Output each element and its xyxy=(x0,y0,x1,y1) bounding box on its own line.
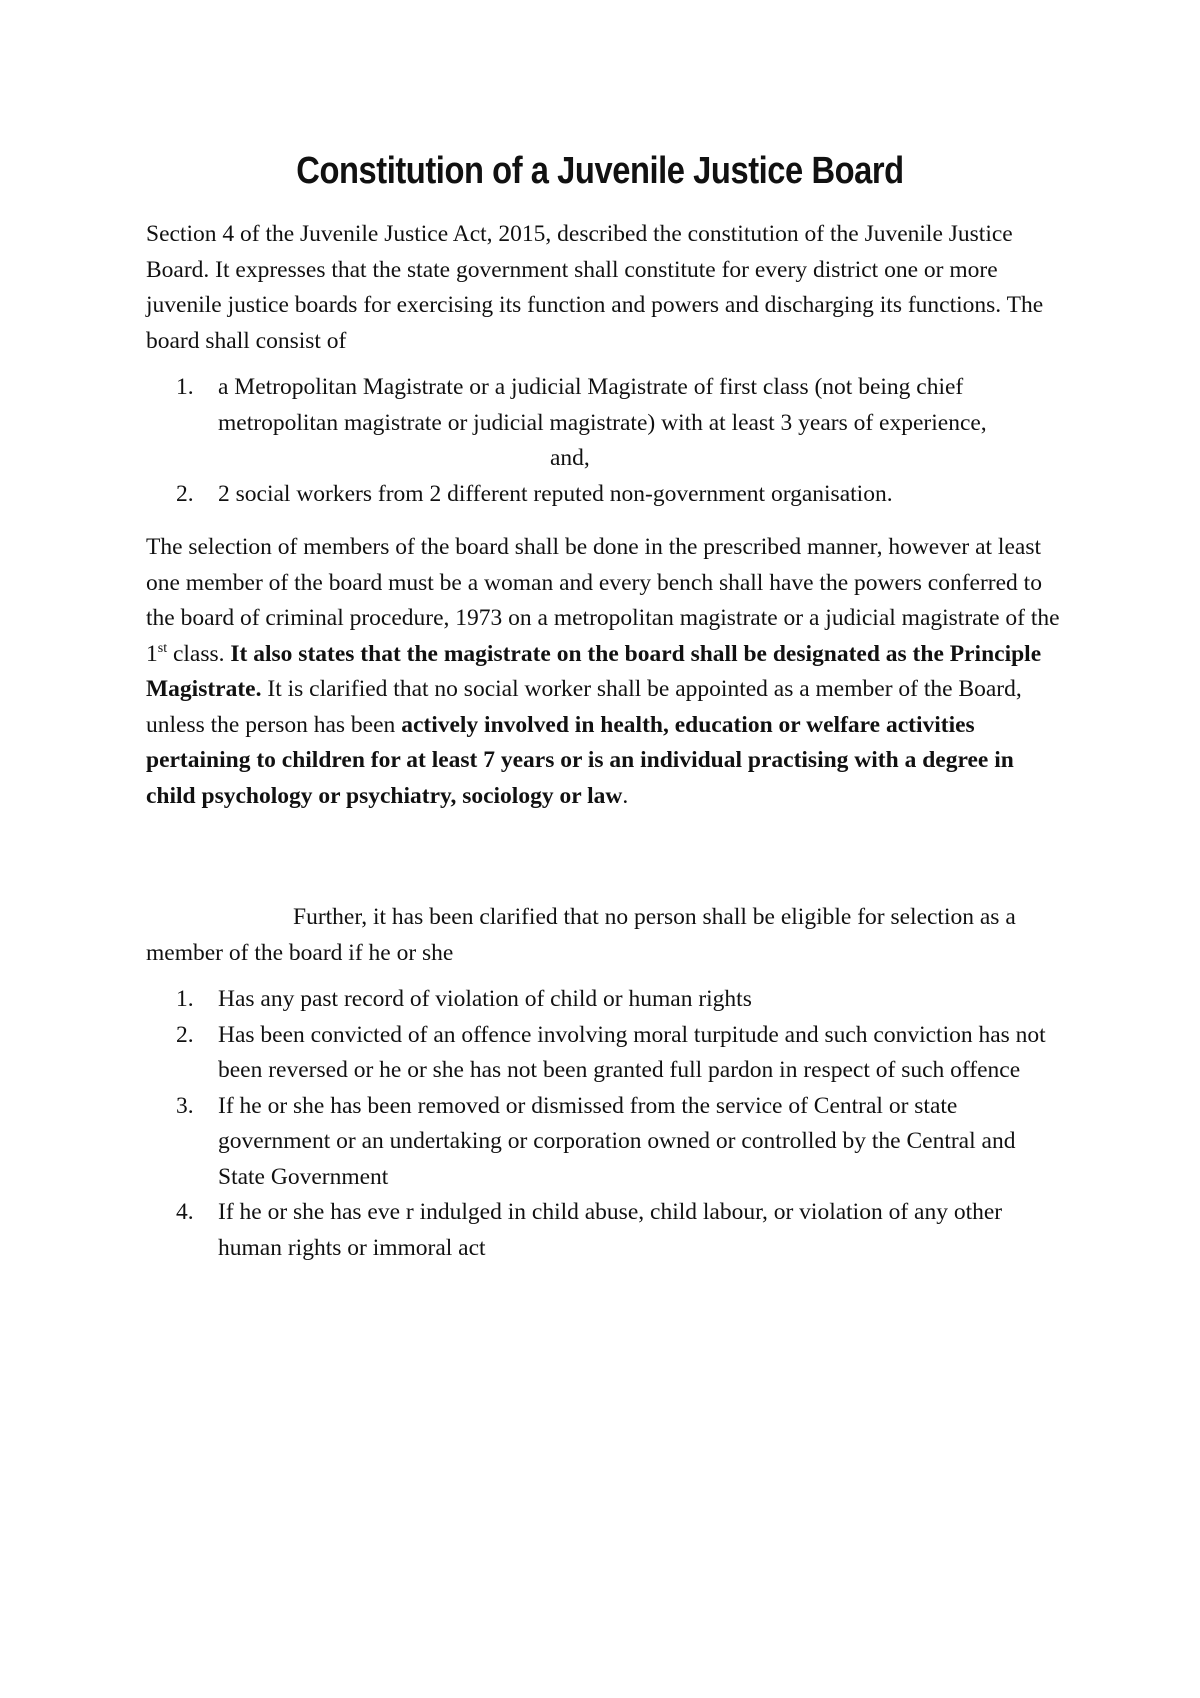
selection-paragraph xyxy=(146,530,1066,814)
intro-paragraph: Section 4 of the Juvenile Justice Act, 2015, described the constitution of the Juvenile Justice Board. It expresses that the state government shall constitute for every district one or more juvenile justice boards for exercising its function and powers and discharging its functions. The board shall consist of xyxy=(146,221,1044,354)
board-composition-list xyxy=(146,370,1066,512)
list-item-number: 1. xyxy=(176,374,194,400)
list-item xyxy=(146,370,1066,477)
list-item xyxy=(146,1195,1066,1266)
list-item-number: 4. xyxy=(176,1199,194,1225)
list-item-text: If he or she has been removed or dismissed from the service of Central or state government or an undertaking or corporation owned or controlled by the Central and State Government xyxy=(218,1092,1016,1190)
selection-text-3: It is clarified that no social worker shall be appointed as a member of the Board, unless the person has been xyxy=(146,676,1022,738)
social-worker-criteria-bold: actively involved in health, education or welfare activities pertaining to children for at least 7 years or is an individual practising with a degree in child psychology or psychiatry, sociology or law xyxy=(146,711,1014,809)
selection-text-1: The selection of members of the board shall be done in the prescribed manner, however at least one member of the board must be a woman and every bench shall have the powers conferred to the board of criminal procedure, 1973 on a metropolitan magistrate or a judicial magistrate of the 1 xyxy=(146,534,1060,667)
list-item xyxy=(146,982,1066,1018)
eligibility-text: Further, it has been clarified that no person shall be eligible for selection as a member of the board if he or she xyxy=(146,904,1016,966)
disqualification-list xyxy=(146,982,1066,1266)
list-item-text: 2 social workers from 2 different reputed non-government organisation. xyxy=(218,480,893,507)
selection-text-2: class. xyxy=(167,640,231,667)
ordinal-superscript: st xyxy=(157,640,168,656)
document-title: Constitution of a Juvenile Justice Board xyxy=(296,150,904,192)
list-item-number: 1. xyxy=(176,986,194,1012)
list-item-text: If he or she has eve r indulged in child abuse, child labour, or violation of any other human rights or immoral act xyxy=(218,1199,1003,1261)
selection-text-end: . xyxy=(622,782,629,809)
list-item-text: a Metropolitan Magistrate or a judicial Magistrate of first class (not being chief metropolitan magistrate or judicial magistrate) with at least 3 years of experience, xyxy=(218,374,987,436)
list-item-number: 3. xyxy=(176,1092,194,1119)
list-item xyxy=(146,1089,1066,1196)
list-item xyxy=(146,477,1066,513)
eligibility-paragraph xyxy=(146,900,1066,971)
list-item-tail: and, xyxy=(550,445,590,471)
list-item-text: Has been convicted of an offence involving moral turpitude and such conviction has not been reversed or he or she has not been granted full pardon in respect of such offence xyxy=(218,1021,1046,1083)
list-item-text: Has any past record of violation of child or human rights xyxy=(218,986,752,1012)
list-item-number: 2. xyxy=(176,1021,194,1048)
list-item-number: 2. xyxy=(176,480,194,507)
principal-magistrate-bold: It also states that the magistrate on the board shall be designated as the Principle Magistrate. xyxy=(146,640,1042,702)
list-item xyxy=(146,1018,1066,1089)
